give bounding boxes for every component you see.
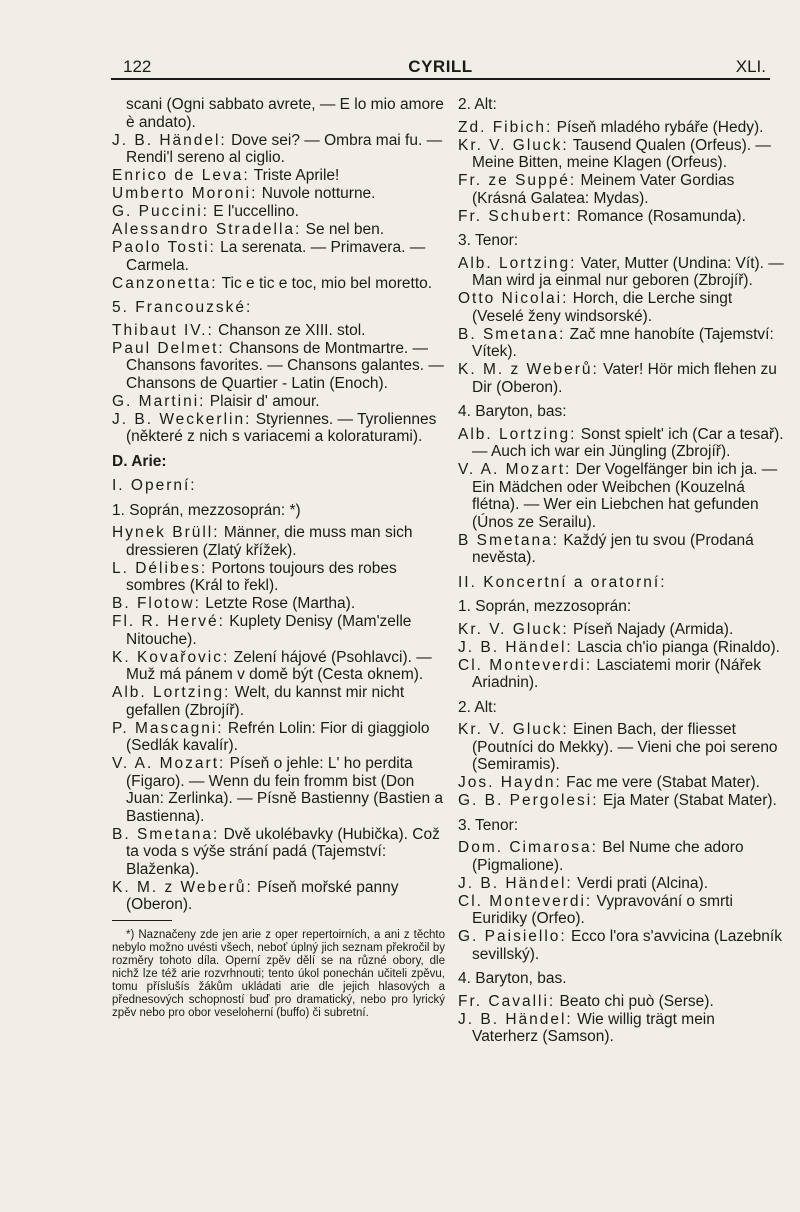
section-heading: D. Arie: [112,452,167,470]
footnote: *) Naznačeny zde jen arie z oper repertoirních, a ani z těchto nebylo možno uvésti všech, neboť úplný jich seznam překročil by rozměry tohoto díla. Operní zpěv dělí se na různé obory, dle nichž lze též arie rozvrhnouti; tento úkol ponechán učiteli zpěvu, tomu příslušís žákům ukládati arie dle jejich hlasových a přednesových schopností buď pro dramatický, nebo pro lyrický zpěv nebo pro obor veselohernί (buffo) či subretní. [112,928,445,1019]
running-header [111,56,770,80]
repertoire-entry [458,290,784,325]
repertoire-entry [458,893,784,928]
work-titles: Tausend Qualen (Orfeus). — Meine Bitten, meine Klagen (Orfeus). [472,136,771,171]
work-titles: Píseň mladého rybáře (Hedy). [556,118,764,136]
composer-name: Hynek Brüll: [112,524,220,541]
page-number: 122 [123,57,152,76]
composer-name: Fr. Cavalli: [458,992,556,1010]
repertoire-entry [112,340,445,393]
work-titles: Sonst spielt' ich (Car a tesař). — Auch ich war ein Jüngling (Zbrojíř). [472,425,784,460]
composer-name: Fr. Schubert: [458,207,573,225]
composer-name: K. M. z Weberů: [112,878,253,896]
work-titles: Píseň o jehle: L' ho perdita (Figaro). — Wenn du fein fromm bist (Don Juan: Zerlinka). — Písně Bastienny (Bastien a Bastienna). [126,755,444,825]
section-heading: 3. Tenor: [458,232,519,249]
repertoire-entry [458,792,784,810]
composer-name: J. B. Weckerlin: [112,410,252,428]
repertoire-entry [112,595,445,613]
section-heading: 4. Baryton, bas: [458,403,567,420]
work-titles: Vater, Mutter (Undina: Vít). — Man wird ja einmal nur geboren (Zbrojíř). [472,254,784,289]
work-titles: Refrén Lolin: Fior di giaggiolo (Sedlák kavalír). [126,719,430,754]
work-titles: Dove sei? — Ombra mai fu. — Rendi'l sereno al ciglio. [126,131,443,166]
repertoire-entry [458,532,784,567]
repertoire-entry [112,322,445,340]
composer-name: J. B. Händel: [112,131,227,149]
repertoire-entry [112,239,445,274]
repertoire-entry [112,613,445,648]
repertoire-entry [112,203,445,221]
repertoire-entry [458,639,784,657]
repertoire-entry [112,221,445,239]
work-titles: scani (Ogni sabbato avrete, — E lo mio amore è andato). [126,96,444,131]
repertoire-entry [458,326,784,361]
work-titles: Beato chi può (Serse). [559,992,714,1010]
composer-name: J. B. Händel: [458,1010,573,1028]
repertoire-entry [458,657,784,692]
work-titles: Tic e tic e toc, mio bel moretto. [221,274,433,292]
composer-name: Umberto Moroni: [112,185,258,202]
work-titles: Vypravování o smrti Euridiky (Orfeo). [472,892,733,927]
work-titles: Romance (Rosamunda). [577,207,746,225]
composer-name: Enrico de Leva: [112,167,250,184]
composer-name: Otto Nicolai: [458,290,569,307]
repertoire-entry [458,461,784,531]
composer-name: J. B. Händel: [458,638,573,656]
composer-name: Fl. R. Hervé: [112,613,225,630]
work-titles: Fac me vere (Stabat Mater). [566,774,760,791]
composer-name: Paolo Tosti: [112,239,216,256]
composer-name: B. Flotow: [112,595,201,612]
repertoire-entry [458,875,784,893]
left-column [112,96,445,1020]
work-titles: Píseň mořské panny (Oberon). [126,878,399,913]
composer-name: Fr. ze Suppé: [458,172,577,189]
composer-name: Thibaut IV.: [112,321,214,339]
composer-name: Kr. V. Gluck: [458,620,569,638]
composer-name: Paul Delmet: [112,339,225,357]
work-titles: Meinem Vater Gordias (Krásná Galatea: Mydas). [472,172,735,207]
repertoire-entry [458,1011,784,1046]
work-titles: Zelení hájové (Psohlavci). — Muž má pánem v domě být (Cesta oknem). [126,648,432,683]
composer-name: Cl. Monteverdi: [458,892,593,910]
repertoire-entry [458,839,784,874]
repertoire-entry [458,172,784,207]
composer-name: Alb. Lortzing: [458,254,577,272]
composer-name: Canzonetta: [112,274,218,292]
composer-name: G. B. Pergolesi: [458,792,599,809]
composer-name: Zd. Fibich: [458,118,553,136]
repertoire-entry [112,524,445,559]
composer-name: Kr. V. Gluck: [458,721,569,738]
repertoire-entry [112,755,445,825]
section-heading: 2. Alt: [458,698,497,716]
work-titles: Nuvole notturne. [261,185,376,202]
running-title: CYRILL [408,57,473,76]
repertoire-entry [458,208,784,226]
repertoire-entry [458,621,784,639]
composer-name: J. B. Händel: [458,874,573,892]
work-titles: Horch, die Lerche singt (Veselé ženy windsorské). [472,290,733,325]
section-heading: 5. Francouzské: [112,299,253,316]
work-titles: Kuplety Denisy (Mam'zelle Nitouche). [126,613,412,648]
repertoire-entry [458,361,784,396]
composer-name: G. Martini: [112,392,206,410]
repertoire-entry [112,720,445,755]
composer-name: Alb. Lortzing: [458,425,577,443]
composer-name: K. M. z Weberů: [458,361,599,378]
work-titles: Chansons de Montmartre. — Chansons favorites. — Chansons galantes. — Chansons de Quartier - Latin (Enoch). [126,339,444,392]
repertoire-entry [458,721,784,774]
work-titles: Bel Nume che adoro (Pigmalione). [472,839,744,874]
repertoire-entry [458,426,784,461]
work-titles: Letzte Rose (Martha). [205,595,356,612]
repertoire-entry [112,393,445,411]
repertoire-entry [112,649,445,684]
work-titles: Eja Mater (Stabat Mater). [602,792,777,809]
work-titles: E l'uccellino. [213,203,299,220]
right-column [458,96,784,1046]
work-titles: Einen Bach, der fliesset (Poutníci do Mekky). — Vieni che poi sereno (Semiramis). [472,721,778,773]
composer-name: K. Kovařovic: [112,648,230,666]
composer-name: P. Mascagni: [112,719,224,737]
repertoire-entry [458,774,784,792]
composer-name: G. Paisiello: [458,928,567,945]
section-number: XLI. [735,57,766,76]
repertoire-entry [112,96,445,131]
repertoire-entry [458,137,784,172]
work-titles: Der Vogelfänger bin ich ja. — Ein Mädchen oder Weibchen (Kouzelná flétna). — Wer ein Liebchen hat gefunden (Únos ze Serailu). [472,461,778,531]
composer-name: V. A. Mozart: [112,755,226,772]
section-heading: 4. Baryton, bas. [458,970,567,987]
work-titles: Lasciatemi morir (Nářek Ariadnin). [472,656,762,691]
work-titles: Se nel ben. [305,221,385,238]
composer-name: Cl. Monteverdi: [458,656,593,674]
work-titles: Männer, die muss man sich dressieren (Zlatý křížek). [126,524,413,559]
work-titles: Vater! Hör mich flehen zu Dir (Oberon). [472,361,777,396]
repertoire-entry [458,255,784,290]
composer-name: Alessandro Stradella: [112,221,302,238]
repertoire-entry [112,684,445,719]
repertoire-entry [112,167,445,185]
composer-name: Kr. V. Gluck: [458,136,569,154]
section-heading: 1. Soprán, mezzosoprán: [458,598,632,615]
repertoire-entry [458,928,784,963]
repertoire-entry [112,132,445,167]
composer-name: Alb. Lortzing: [112,684,231,701]
work-titles: Píseň Najady (Armida). [573,620,734,638]
section-heading: I. Operní: [112,477,197,494]
work-titles: Plaisir d' amour. [209,392,320,410]
section-heading: II. Koncertní a oratorní: [458,573,667,591]
work-titles: Každý jen tu svou (Prodaná nevěsta). [472,531,754,566]
composer-name: B. Smetana: [458,325,566,343]
repertoire-entry [458,993,784,1011]
composer-name: B. Smetana: [112,825,220,843]
section-heading: 3. Tenor: [458,816,519,834]
work-titles: Verdi prati (Alcina). [577,874,709,892]
composer-name: B Smetana: [458,531,559,549]
composer-name: G. Puccini: [112,203,209,220]
composer-name: Jos. Haydn: [458,774,562,791]
work-titles: Wie willig trägt mein Vaterherz (Samson). [472,1010,715,1045]
repertoire-entry [112,560,445,595]
work-titles: Styriennes. — Tyroliennes (některé z nich s variacemi a koloraturami). [126,410,437,445]
composer-name: Dom. Cimarosa: [458,839,598,856]
repertoire-entry [458,119,784,137]
work-titles: Chanson ze XIII. stol. [218,321,366,339]
work-titles: Dvě ukolébavky (Hubička). Což ta voda s výše strání padá (Tajemství: Blaženka). [126,825,440,878]
repertoire-entry [112,275,445,293]
section-heading: 1. Soprán, mezzosoprán: *) [112,501,301,519]
repertoire-entry [112,411,445,446]
work-titles: Welt, du kannst mir nicht gefallen (Zbrojíř). [126,684,405,719]
work-titles: Ecco l'ora s'avvicina (Lazebník sevillský). [472,928,782,963]
composer-name: V. A. Mozart: [458,461,572,478]
section-heading: 2. Alt: [458,96,497,113]
composer-name: L. Délibes: [112,559,208,577]
repertoire-entry [112,826,445,879]
repertoire-entry [112,185,445,203]
work-titles: Zač mne hanobíte (Tajemství: Vítek). [472,325,774,360]
footnote-rule [112,920,172,921]
work-titles: Triste Aprile! [253,167,340,184]
repertoire-entry [112,879,445,914]
work-titles: Lascia ch'io pianga (Rinaldo). [577,638,780,656]
work-titles: La serenata. — Primavera. — Carmela. [126,239,426,274]
work-titles: Portons toujours des robes sombres (Král to řekl). [126,559,397,594]
